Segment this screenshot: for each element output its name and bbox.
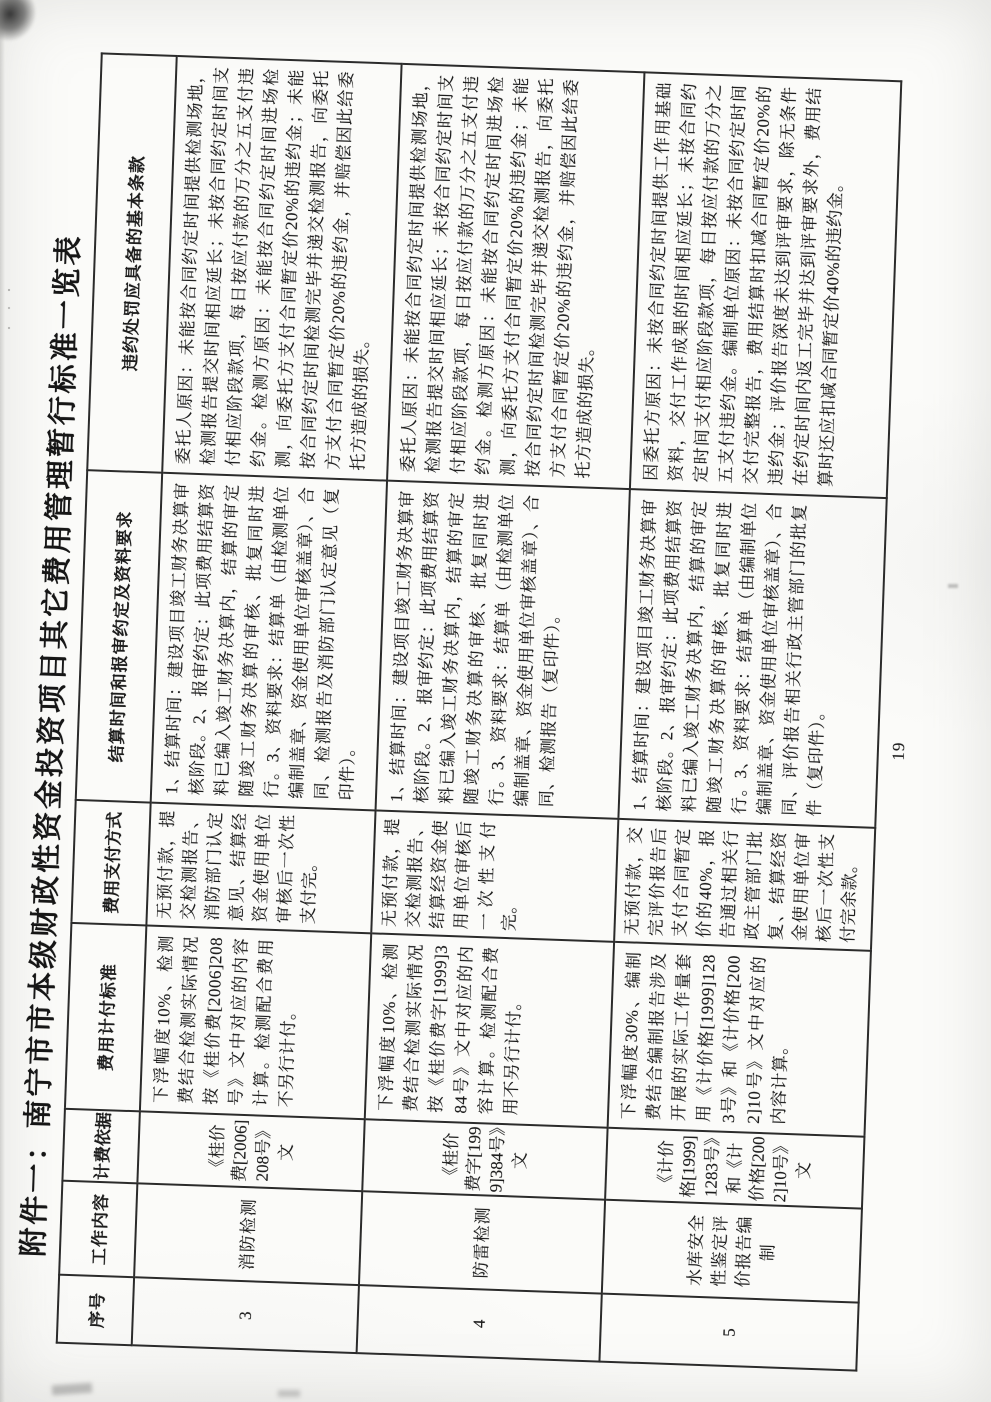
cell-standard: 下浮幅度10%、检测费结合检测实际情况按《桂价费字[1999]384号》文中对应的内容计算。检测配合费用不另行计付。 <box>365 933 614 1127</box>
cell-payment: 无预付款，交完评价报告后支付合同暂定价的40%，报告通过相关行政主管部门批复、结算经资金使用单位审核后一次性支付完余款。 <box>614 819 875 951</box>
scan-artifact-corner <box>0 0 46 51</box>
cell-work: 消防检测 <box>134 1183 362 1285</box>
page-number: 19 <box>888 741 909 761</box>
cell-standard: 下浮幅度30%、编制费结合编制报告涉及开展的实际工作量套用《计价格[1999]1283号》和《计价格[2002]10号》文中对应的内容计算。 <box>608 942 871 1137</box>
scan-artifact-smudge <box>278 1390 300 1397</box>
cell-penalty: 因委托方原因：未按合同约定时间提供工作用基础资料，交付工作成果的时间相应延长；未按合同约定时间支付相应阶段款项，每日按应付款的万分之五支付违约金。编制单位原因：未按合同约定时间交付完整报告，费用结算时扣减合同暂定价20%的违约金；评价报告深度未达到评审要求，除无条件在约定时间内返工完毕并达到评审要求外，费用结算时还应扣减合同暂定价40%的违约金。 <box>630 72 901 498</box>
header-seq: 序号 <box>57 1275 134 1346</box>
header-settlement: 结算时间和报审约定及资料要求 <box>76 470 162 802</box>
header-penalty: 违约处罚应具备的基本条款 <box>87 53 177 472</box>
cell-basis: 《桂价费字[1999]384号》文 <box>362 1119 607 1199</box>
scan-artifact-dots <box>6 284 12 336</box>
cell-seq: 4 <box>357 1285 602 1361</box>
header-work: 工作内容 <box>59 1181 137 1278</box>
cell-penalty: 委托人原因：未能按合同约定时间提供检测场地，检测报告提交时间相应延长；未按合同约定时间支付相应阶段款项，每日按应付款的万分之五支付违约金。检测方原因：未能按合同约定时间进场检测，向委托方支付合同暂定价20%的违约金；未能按合同约定时间检测完毕并递交检测报告，向委托方支付合同暂定价20%的违约金，并赔偿因此给委托方造成的损失。 <box>387 64 644 489</box>
header-standard: 费用计付标准 <box>65 923 146 1112</box>
cell-settlement: 1、结算时间：建设项目竣工财务决算审核阶段。2、报审约定：此项费用结算资料已编入竣工财务决算内，结算的审定随竣工财务决算的审核、批复同时进行。3、资料要求：结算单（由检测单位编制盖章、资金使用单位审核盖章）、合同、检测报告及消防部门认定意见（复印件）。 <box>151 473 387 811</box>
cell-seq: 5 <box>599 1294 858 1371</box>
cell-standard: 下浮幅度10%、检测费结合检测实际情况按《桂价费[2006]208号》文中对应的内容计算。检测配合费用不另行计付。 <box>140 925 371 1119</box>
cell-penalty: 委托人原因：未能按合同约定时间提供检测场地，检测报告提交时间相应延长；未按合同约定时间支付相应阶段款项，每日按应付款的万分之五支付违约金。检测方原因：未能按合同约定时间进场检测，向委托方支付合同暂定价20%的违约金；未能按合同约定时间检测完毕并递交检测报告，向委托方支付合同暂定价20%的违约金，并赔偿因此给委托方造成的损失。 <box>162 56 401 481</box>
cell-basis: 《计价格[1999]1283号》和《计价格[2002]10号》文 <box>605 1128 864 1209</box>
rotated-document-sheet <box>10 53 950 1373</box>
cell-payment: 无预付款，提交检测报告、结算经资金使用单位审核后一次性支付完。 <box>371 810 618 941</box>
header-basis: 计费依据 <box>62 1109 139 1184</box>
table-row-reservoir-safety-report <box>599 72 901 1370</box>
scan-artifact-smudge <box>52 1383 93 1396</box>
table-row-lightning-inspection <box>357 64 645 1362</box>
cell-settlement: 1、结算时间：建设项目竣工财务决算审核阶段。2、报审约定：此项费用结算资料已编入竣工财务决算内，结算的审定随竣工财务决算的审核、批复同时进行。3、资料要求：结算单（由编制单位编制盖章、资金使用单位审核盖章）、合同、评价报告相关行政主管部门的批复件（复印件）。 <box>618 489 886 828</box>
table-row-fire-inspection <box>132 56 402 1353</box>
cell-basis: 《桂价费[2006]208号》文 <box>137 1111 364 1191</box>
cell-work: 防雷检测 <box>359 1191 605 1293</box>
cell-payment: 无预付款，提交检测报告、消防部门认定意见、结算经资金使用单位审核后一次性支付完。 <box>146 803 375 934</box>
cell-work: 水库安全性鉴定评价报告编制 <box>602 1200 862 1303</box>
fee-standards-table <box>56 52 903 1371</box>
page-title: 附件一：南宁市市本级财政性资金投资项目其它费用管理暂行标准一览表 <box>17 232 86 1258</box>
header-payment: 费用支付方式 <box>71 800 150 926</box>
scan-artifact-edge-shadow <box>0 0 5 1402</box>
scan-artifact-speck <box>948 584 958 588</box>
cell-settlement: 1、结算时间：建设项目竣工财务决算审核阶段。2、报审约定：此项费用结算资料已编入竣工财务决算内，结算的审定随竣工财务决算的审核、批复同时进行。3、资料要求：结算单（由检测单位编制盖章、资金使用单位审核盖章）、合同、检测报告（复印件）。 <box>376 481 630 819</box>
cell-seq: 3 <box>132 1277 359 1353</box>
